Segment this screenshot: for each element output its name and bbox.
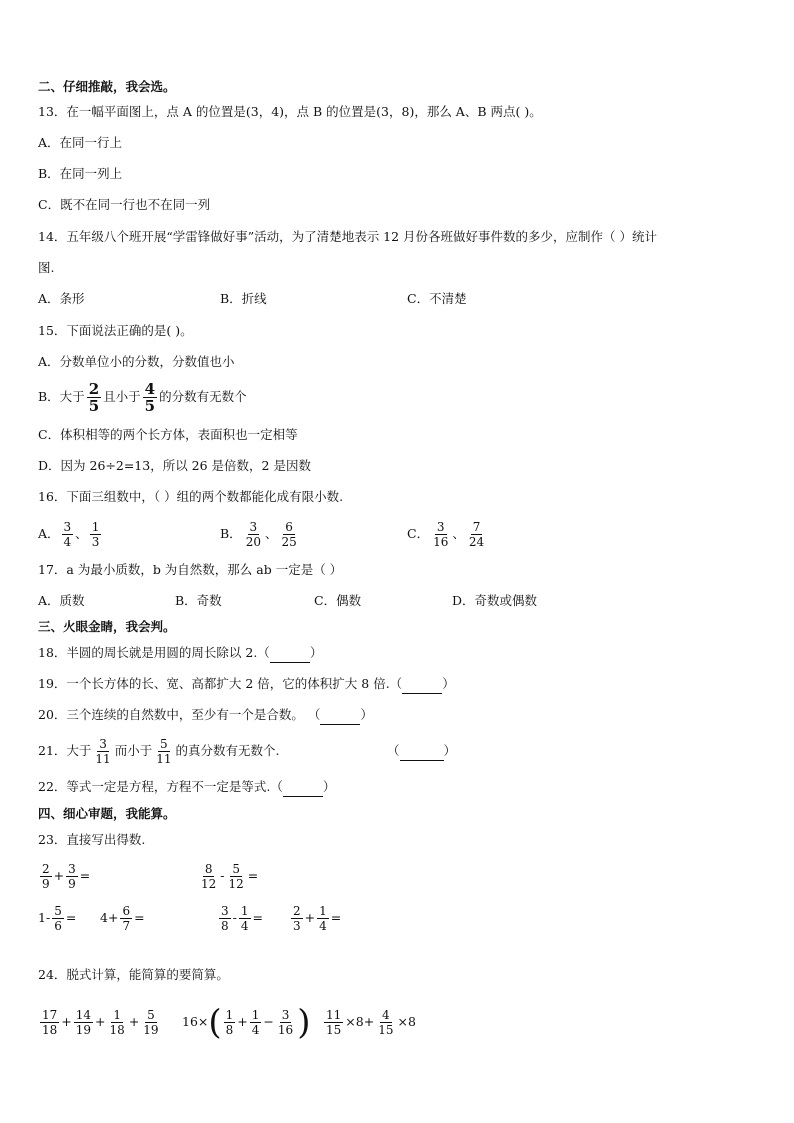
- answer-blank[interactable]: [400, 742, 444, 761]
- q21-pre: 21．大于: [38, 743, 92, 758]
- denominator: 16: [277, 1023, 294, 1037]
- numerator: 2: [293, 904, 301, 918]
- numerator: 1: [240, 904, 249, 918]
- fraction: [90, 520, 102, 549]
- denominator: 7: [122, 919, 131, 933]
- open-paren: （: [387, 743, 400, 758]
- close-paren: ）: [360, 707, 373, 722]
- fraction: [239, 904, 251, 933]
- denominator: 15: [326, 1023, 342, 1037]
- denominator: 11: [156, 752, 172, 766]
- q18-row: [38, 644, 322, 663]
- q15-option-c: C．体积相等的两个长方体，表面积也一定相等: [38, 427, 298, 442]
- prefix: 16×: [182, 1014, 209, 1029]
- q15-option-b: [38, 377, 247, 417]
- fraction: [87, 381, 101, 414]
- fraction: [199, 862, 218, 891]
- denominator: 20: [245, 535, 261, 549]
- operator: +: [95, 1014, 106, 1029]
- numerator: 2: [42, 862, 50, 876]
- numerator: 11: [326, 1008, 342, 1022]
- equals-sign: =: [247, 868, 259, 883]
- denominator: 18: [109, 1023, 125, 1037]
- fraction: [141, 1008, 160, 1037]
- option-label: B．: [220, 526, 242, 541]
- q19-row: [38, 675, 455, 694]
- q15-b-post: 的分数有无数个: [159, 389, 247, 404]
- denominator: 3: [91, 535, 100, 549]
- q24-stem: 24．脱式计算，能简算的要简算。: [38, 967, 229, 982]
- denominator: 9: [68, 877, 76, 891]
- q16-option-a: [38, 516, 103, 552]
- q20-row: [38, 706, 373, 725]
- fraction: [376, 1008, 395, 1037]
- fraction: [62, 520, 74, 549]
- option-label: C．: [407, 526, 430, 541]
- prefix: 1-: [38, 910, 51, 925]
- fraction: [93, 737, 112, 766]
- q19-stem: 19．一个长方体的长、宽、高都扩大 2 倍，它的体积扩大 8 倍.（: [38, 676, 403, 691]
- operator: -: [232, 910, 237, 925]
- fraction: [431, 520, 450, 549]
- numerator: 3: [221, 904, 229, 918]
- numerator: 1: [225, 1008, 234, 1022]
- fraction: [74, 1008, 93, 1037]
- prefix: 4+: [100, 910, 119, 925]
- equals-sign: =: [134, 910, 145, 925]
- separator: 、: [452, 526, 465, 541]
- numerator: 3: [281, 1008, 290, 1022]
- q20-stem: 20．三个连续的自然数中，至少有一个是合数。 （: [38, 707, 321, 722]
- fraction: [250, 1008, 262, 1037]
- fraction: [244, 520, 263, 549]
- fraction: [227, 862, 246, 891]
- q17-option-b: B．奇数: [175, 593, 222, 608]
- section-3-title: 三、火眼金睛，我会判。: [38, 619, 176, 634]
- q15-b-mid: 且小于: [103, 389, 141, 404]
- denominator: 4: [251, 1023, 260, 1037]
- numerator: 1: [319, 904, 327, 918]
- operator: ×8+: [345, 1014, 375, 1029]
- q14-option-b: B．折线: [220, 291, 267, 306]
- denominator: 5: [88, 397, 100, 415]
- answer-blank[interactable]: [320, 706, 360, 725]
- fraction: [317, 904, 329, 933]
- section-2-title: 二、仔细推敲，我会选。: [38, 79, 176, 94]
- q24-expr-2: [182, 1002, 310, 1042]
- numerator: 5: [232, 862, 240, 876]
- numerator: 1: [91, 520, 100, 534]
- q15-stem: 15．下面说法正确的是( )。: [38, 323, 193, 338]
- q13-option-a: A．在同一行上: [38, 135, 123, 150]
- operator: +: [128, 1014, 140, 1029]
- fraction: [224, 1008, 236, 1037]
- q16-stem: 16．下面三组数中，（ ）组的两个数都能化成有限小数.: [38, 489, 344, 504]
- numerator: 3: [436, 520, 445, 534]
- equals-sign: =: [79, 868, 91, 883]
- q17-option-c: C．偶数: [314, 593, 362, 608]
- numerator: 4: [144, 380, 156, 398]
- denominator: 18: [42, 1023, 58, 1037]
- fraction: [66, 862, 78, 891]
- numerator: 3: [249, 520, 258, 534]
- denominator: 11: [95, 752, 111, 766]
- fraction: [52, 904, 64, 933]
- fraction: [276, 1008, 295, 1037]
- fraction: [40, 1008, 59, 1037]
- denominator: 8: [225, 1023, 234, 1037]
- operator: +: [61, 1014, 72, 1029]
- denominator: 6: [54, 919, 62, 933]
- denominator: 9: [42, 877, 50, 891]
- denominator: 8: [221, 919, 229, 933]
- equals-sign: =: [330, 910, 342, 925]
- numerator: 5: [147, 1008, 155, 1022]
- q23-expr-3: [38, 899, 76, 937]
- q16-option-b: [220, 516, 301, 552]
- numerator: 3: [63, 520, 72, 534]
- option-label: A．: [38, 526, 60, 541]
- fraction: [120, 904, 132, 933]
- denominator: 4: [240, 919, 249, 933]
- numerator: 1: [113, 1008, 121, 1022]
- operator: ×8: [397, 1014, 416, 1029]
- fraction: [291, 904, 303, 933]
- denominator: 4: [63, 535, 72, 549]
- q14-option-c: C．不清楚: [407, 291, 467, 306]
- section-4-title: 四、细心审题，我能算。: [38, 806, 176, 821]
- fraction: [219, 904, 231, 933]
- q23-expr-4: [100, 899, 145, 937]
- right-paren: ): [297, 1002, 311, 1043]
- q17-option-d: D．奇数或偶数: [452, 593, 538, 608]
- q23-expr-1: [38, 857, 90, 895]
- numerator: 17: [42, 1008, 58, 1022]
- close-paren: ）: [322, 779, 336, 794]
- denominator: 3: [293, 919, 301, 933]
- fraction: [108, 1008, 127, 1037]
- numerator: 5: [160, 737, 168, 751]
- q17-option-a: A．质数: [38, 593, 85, 608]
- denominator: 16: [433, 535, 449, 549]
- q18-stem: 18．半圆的周长就是用圆的周长除以 2.（: [38, 645, 270, 660]
- q14-stem-line1: 14．五年级八个班开展“学雷锋做好事”活动，为了清楚地表示 12 月份各班做好事件数的多少，应制作（ ）统计: [38, 229, 658, 244]
- close-paren: ）: [442, 676, 455, 691]
- q13-option-c: C．既不在同一行也不在同一列: [38, 197, 211, 212]
- left-paren: (: [208, 1002, 222, 1043]
- q23-expr-2: [197, 857, 258, 895]
- denominator: 19: [75, 1023, 92, 1037]
- operator: −: [263, 1014, 274, 1029]
- numerator: 6: [122, 904, 131, 918]
- answer-blank[interactable]: [270, 644, 310, 663]
- numerator: 3: [68, 862, 76, 876]
- separator: 、: [264, 526, 278, 541]
- q15-option-a: A．分数单位小的分数，分数值也小: [38, 354, 235, 369]
- denominator: 25: [281, 535, 297, 549]
- numerator: 5: [54, 904, 62, 918]
- q24-expr-3: [322, 1002, 416, 1042]
- q15-b-pre: B．大于: [38, 389, 85, 404]
- close-paren: ）: [443, 743, 457, 758]
- fraction: [279, 520, 298, 549]
- q13-option-b: B．在同一列上: [38, 166, 123, 181]
- operator: +: [304, 910, 316, 925]
- q15-option-d: D．因为 26÷2=13，所以 26 是倍数，2 是因数: [38, 458, 311, 473]
- denominator: 12: [228, 877, 244, 891]
- equals-sign: =: [252, 910, 263, 925]
- q14-option-a: A．条形: [38, 291, 85, 306]
- q24-expr-1: [38, 1002, 163, 1042]
- denominator: 4: [319, 919, 327, 933]
- q21-mid: 而小于: [114, 743, 153, 758]
- q23-expr-6: [289, 899, 341, 937]
- fraction: [40, 862, 52, 891]
- operator: +: [53, 868, 65, 883]
- numerator: 8: [204, 862, 213, 876]
- operator: -: [220, 868, 225, 883]
- answer-blank[interactable]: [402, 675, 442, 694]
- close-paren: ）: [309, 645, 323, 660]
- fraction: [324, 1008, 343, 1037]
- denominator: 19: [143, 1023, 159, 1037]
- fraction: [143, 381, 157, 414]
- denominator: 15: [378, 1023, 394, 1037]
- numerator: 3: [99, 737, 107, 751]
- operator: +: [237, 1014, 248, 1029]
- numerator: 2: [88, 380, 100, 398]
- q22-stem: 22．等式一定是方程，方程不一定是等式.（: [38, 779, 283, 794]
- denominator: 5: [144, 397, 156, 415]
- numerator: 14: [75, 1008, 92, 1022]
- numerator: 4: [382, 1008, 390, 1022]
- numerator: 1: [251, 1008, 260, 1022]
- numerator: 7: [472, 520, 481, 534]
- q23-expr-5: [217, 899, 263, 937]
- answer-blank[interactable]: [283, 778, 323, 797]
- q14-stem-line2: 图.: [38, 260, 55, 275]
- fraction: [154, 737, 173, 766]
- q21-post: 的真分数有无数个.: [175, 743, 280, 758]
- q16-option-c: [407, 516, 488, 552]
- q13-stem: 13．在一幅平面图上，点 A 的位置是(3，4)，点 B 的位置是(3，8)，那么 A、B 两点( )。: [38, 104, 542, 119]
- equals-sign: =: [65, 910, 77, 925]
- q23-stem: 23．直接写出得数.: [38, 832, 146, 847]
- q21-row: [38, 732, 279, 770]
- q22-row: [38, 778, 335, 797]
- separator: 、: [75, 526, 88, 541]
- fraction: [467, 520, 486, 549]
- q21-answer: [387, 742, 456, 761]
- denominator: 12: [201, 877, 217, 891]
- numerator: 6: [285, 520, 293, 534]
- q17-stem: 17．a 为最小质数，b 为自然数，那么 ab 一定是（ ）: [38, 562, 343, 577]
- denominator: 24: [468, 535, 485, 549]
